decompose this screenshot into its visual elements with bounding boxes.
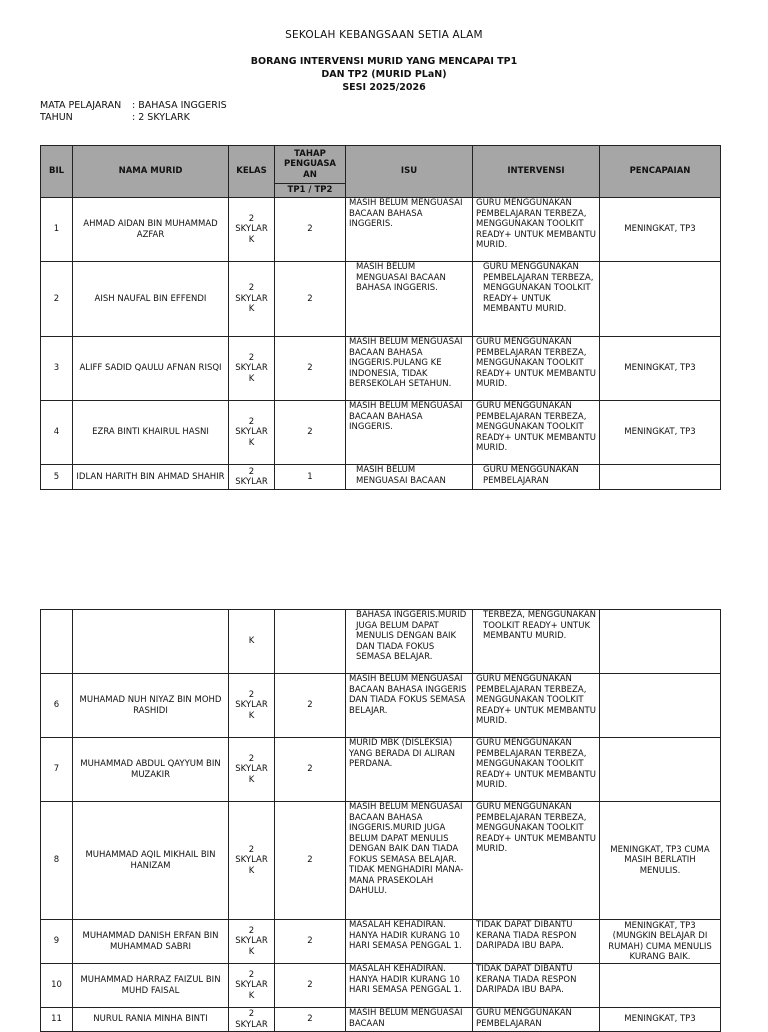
cell-isu: MASIH BELUM MENGUASAI BACAAN: [346, 465, 473, 490]
table-row: [41, 198, 721, 262]
cell-kelas: 2 SKYLAR: [229, 1008, 275, 1032]
cell-pencapaian: MENINGKAT, TP3: [600, 198, 721, 262]
cell-tp: 1: [275, 465, 346, 490]
cell-pencapaian: [600, 964, 721, 1008]
table-row: [41, 337, 721, 401]
table-row: [41, 738, 721, 802]
cell-nama: EZRA BINTI KHAIRUL HASNI: [73, 401, 229, 465]
cell-pencapaian: [600, 465, 721, 490]
cell-tp: 2: [275, 802, 346, 920]
cell-intervensi: TIDAK DAPAT DIBANTU KERANA TIADA RESPON DARIPADA IBU BAPA.: [473, 920, 600, 964]
cell-intervensi: GURU MENGGUNAKAN PEMBELAJARAN TERBEZA, MENGGUNAKAN TOOLKIT READY+ UNTUK MEMBANTU MURID.: [473, 198, 600, 262]
cell-pencapaian: MENINGKAT, TP3: [600, 401, 721, 465]
meta-year: [40, 112, 190, 124]
table-row: [41, 401, 721, 465]
table-row: [41, 674, 721, 738]
header-kelas: KELAS: [229, 146, 275, 198]
cell-isu: MASALAH KEHADIRAN. HANYA HADIR KURANG 10 HARI SEMASA PENGGAL 1.: [346, 964, 473, 1008]
cell-pencapaian: MENINGKAT, TP3 (MUNGKIN BELAJAR DI RUMAH) CUMA MENULIS KURANG BAIK.: [600, 920, 721, 964]
header-intervensi: INTERVENSI: [473, 146, 600, 198]
cell-nama: MUHAMMAD HARRAZ FAIZUL BIN MUHD FAISAL: [73, 964, 229, 1008]
cell-isu: BAHASA INGGERIS.MURID JUGA BELUM DAPAT MENULIS DENGAN BAIK DAN TIADA FOKUS SEMASA BELAJAR.: [346, 610, 473, 674]
form-title-line2: DAN TP2 (MURID PLaN): [321, 69, 447, 80]
header-nama: NAMA MURID: [73, 146, 229, 198]
cell-pencapaian: [600, 738, 721, 802]
cell-isu: MASIH BELUM MENGUASAI BACAAN BAHASA INGGERIS.: [346, 198, 473, 262]
cell-tp: 2: [275, 674, 346, 738]
cell-kelas: 2 SKYLAR K: [229, 964, 275, 1008]
cell-intervensi: GURU MENGGUNAKAN PEMBELAJARAN TERBEZA, MENGGUNAKAN TOOLKIT READY+ UNTUK MEMBANTU MURID.: [473, 674, 600, 738]
subject-label: MATA PELAJARAN: [40, 100, 122, 111]
table-row: [41, 262, 721, 337]
cell-nama: AISH NAUFAL BIN EFFENDI: [73, 262, 229, 337]
cell-pencapaian: MENINGKAT, TP3: [600, 337, 721, 401]
cell-isu: MASIH BELUM MENGUASAI BACAAN BAHASA INGGERIS.: [346, 262, 473, 337]
cell-nama: AHMAD AIDAN BIN MUHAMMAD AZFAR: [73, 198, 229, 262]
cell-isu: MASIH BELUM MENGUASAI BACAAN: [346, 1008, 473, 1032]
cell-bil: 3: [41, 337, 73, 401]
cell-tp: [275, 610, 346, 674]
cell-tp: 2: [275, 262, 346, 337]
cell-kelas: 2 SKYLAR K: [229, 198, 275, 262]
cell-kelas: 2 SKYLAR K: [229, 401, 275, 465]
cell-intervensi: GURU MENGGUNAKAN PEMBELAJARAN: [473, 465, 600, 490]
cell-bil: [41, 610, 73, 674]
cell-intervensi: GURU MENGGUNAKAN PEMBELAJARAN: [473, 1008, 600, 1032]
cell-pencapaian: [600, 262, 721, 337]
cell-nama: MUHAMMAD DANISH ERFAN BIN MUHAMMAD SABRI: [73, 920, 229, 964]
table-row: [41, 802, 721, 920]
cell-bil: 9: [41, 920, 73, 964]
cell-isu: MASIH BELUM MENGUASAI BACAAN BAHASA INGGERIS.MURID JUGA BELUM DAPAT MENULIS DENGAN BAIK DAN TIADA FOKUS SEMASA BELAJAR. TIDAK MENGHADIRI MANA-MANA PRASEKOLAH DAHULU.: [346, 802, 473, 920]
cell-nama: MUHAMAD NUH NIYAZ BIN MOHD RASHIDI: [73, 674, 229, 738]
cell-intervensi: GURU MENGGUNAKAN PEMBELAJARAN TERBEZA, MENGGUNAKAN TOOLKIT READY+ UNTUK MEMBANTU MURID.: [473, 802, 600, 920]
cell-kelas: 2 SKYLAR K: [229, 262, 275, 337]
cell-bil: 1: [41, 198, 73, 262]
cell-isu: MASIH BELUM MENGUASAI BACAAN BAHASA INGGERIS DAN TIADA FOKUS SEMASA BELAJAR.: [346, 674, 473, 738]
table-row: [41, 610, 721, 674]
intervention-table-page2: [40, 609, 721, 1032]
cell-pencapaian: MENINGKAT, TP3: [600, 1008, 721, 1032]
meta-subject: [40, 100, 227, 112]
table-row: [41, 465, 721, 490]
cell-pencapaian: [600, 610, 721, 674]
cell-nama: ALIFF SADID QAULU AFNAN RISQI: [73, 337, 229, 401]
cell-tp: 2: [275, 198, 346, 262]
cell-kelas: 2 SKYLAR K: [229, 802, 275, 920]
cell-isu: MASIH BELUM MENGUASAI BACAAN BAHASA INGGERIS.PULANG KE INDONESIA, TIDAK BERSEKOLAH SETAHUN.: [346, 337, 473, 401]
cell-intervensi: GURU MENGGUNAKAN PEMBELAJARAN TERBEZA, MENGGUNAKAN TOOLKIT READY+ UNTUK MEMBANTU MURID.: [473, 337, 600, 401]
cell-bil: 5: [41, 465, 73, 490]
cell-nama: MUHAMMAD AQIL MIKHAIL BIN HANIZAM: [73, 802, 229, 920]
header-pencapaian: PENCAPAIAN: [600, 146, 721, 198]
header-tahap: TAHAP PENGUASA AN: [275, 146, 346, 184]
cell-kelas: 2 SKYLAR K: [229, 738, 275, 802]
cell-intervensi: GURU MENGGUNAKAN PEMBELAJARAN TERBEZA, MENGGUNAKAN TOOLKIT READY+ UNTUK MEMBANTU MURID.: [473, 738, 600, 802]
cell-tp: 2: [275, 1008, 346, 1032]
subject-value: : BAHASA INGGERIS: [132, 100, 227, 111]
cell-isu: MASALAH KEHADIRAN. HANYA HADIR KURANG 10 HARI SEMASA PENGGAL 1.: [346, 920, 473, 964]
form-title-line1: BORANG INTERVENSI MURID YANG MENCAPAI TP1: [250, 56, 518, 67]
cell-intervensi: GURU MENGGUNAKAN PEMBELAJARAN TERBEZA, MENGGUNAKAN TOOLKIT READY+ UNTUK MEMBANTU MURID.: [473, 262, 600, 337]
cell-intervensi: GURU MENGGUNAKAN PEMBELAJARAN TERBEZA, MENGGUNAKAN TOOLKIT READY+ UNTUK MEMBANTU MURID.: [473, 401, 600, 465]
header-isu: ISU: [346, 146, 473, 198]
cell-nama: IDLAN HARITH BIN AHMAD SHAHIR: [73, 465, 229, 490]
cell-bil: 2: [41, 262, 73, 337]
cell-kelas: 2 SKYLAR K: [229, 337, 275, 401]
cell-pencapaian: [600, 674, 721, 738]
cell-bil: 4: [41, 401, 73, 465]
form-session: SESI 2025/2026: [342, 82, 426, 93]
cell-kelas: 2 SKYLAR K: [229, 920, 275, 964]
cell-bil: 6: [41, 674, 73, 738]
cell-nama: NURUL RANIA MINHA BINTI: [73, 1008, 229, 1032]
cell-tp: 2: [275, 401, 346, 465]
cell-bil: 11: [41, 1008, 73, 1032]
cell-kelas: 2 SKYLAR K: [229, 674, 275, 738]
cell-isu: MASIH BELUM MENGUASAI BACAAN BAHASA INGGERIS.: [346, 401, 473, 465]
cell-nama: MUHAMMAD ABDUL QAYYUM BIN MUZAKIR: [73, 738, 229, 802]
cell-tp: 2: [275, 920, 346, 964]
table-row: [41, 1008, 721, 1032]
cell-pencapaian: MENINGKAT, TP3 CUMA MASIH BERLATIH MENULIS.: [600, 802, 721, 920]
cell-isu: MURID MBK (DISLEKSIA) YANG BERADA DI ALIRAN PERDANA.: [346, 738, 473, 802]
table-row: [41, 920, 721, 964]
year-label: TAHUN: [40, 112, 73, 123]
intervention-table-page1: [40, 145, 721, 490]
cell-nama: [73, 610, 229, 674]
header-bil: BIL: [41, 146, 73, 198]
cell-bil: 10: [41, 964, 73, 1008]
cell-tp: 2: [275, 964, 346, 1008]
school-name: SEKOLAH KEBANGSAAN SETIA ALAM: [285, 29, 483, 41]
table-row: [41, 964, 721, 1008]
cell-tp: 2: [275, 738, 346, 802]
cell-kelas: 2 SKYLAR: [229, 465, 275, 490]
header-tahap-sub: TP1 / TP2: [275, 184, 346, 198]
cell-bil: 8: [41, 802, 73, 920]
cell-tp: 2: [275, 337, 346, 401]
cell-intervensi: TIDAK DAPAT DIBANTU KERANA TIADA RESPON DARIPADA IBU BAPA.: [473, 964, 600, 1008]
cell-bil: 7: [41, 738, 73, 802]
year-value: : 2 SKYLARK: [132, 112, 190, 123]
cell-intervensi: TERBEZA, MENGGUNAKAN TOOLKIT READY+ UNTUK MEMBANTU MURID.: [473, 610, 600, 674]
cell-kelas: K: [229, 610, 275, 674]
